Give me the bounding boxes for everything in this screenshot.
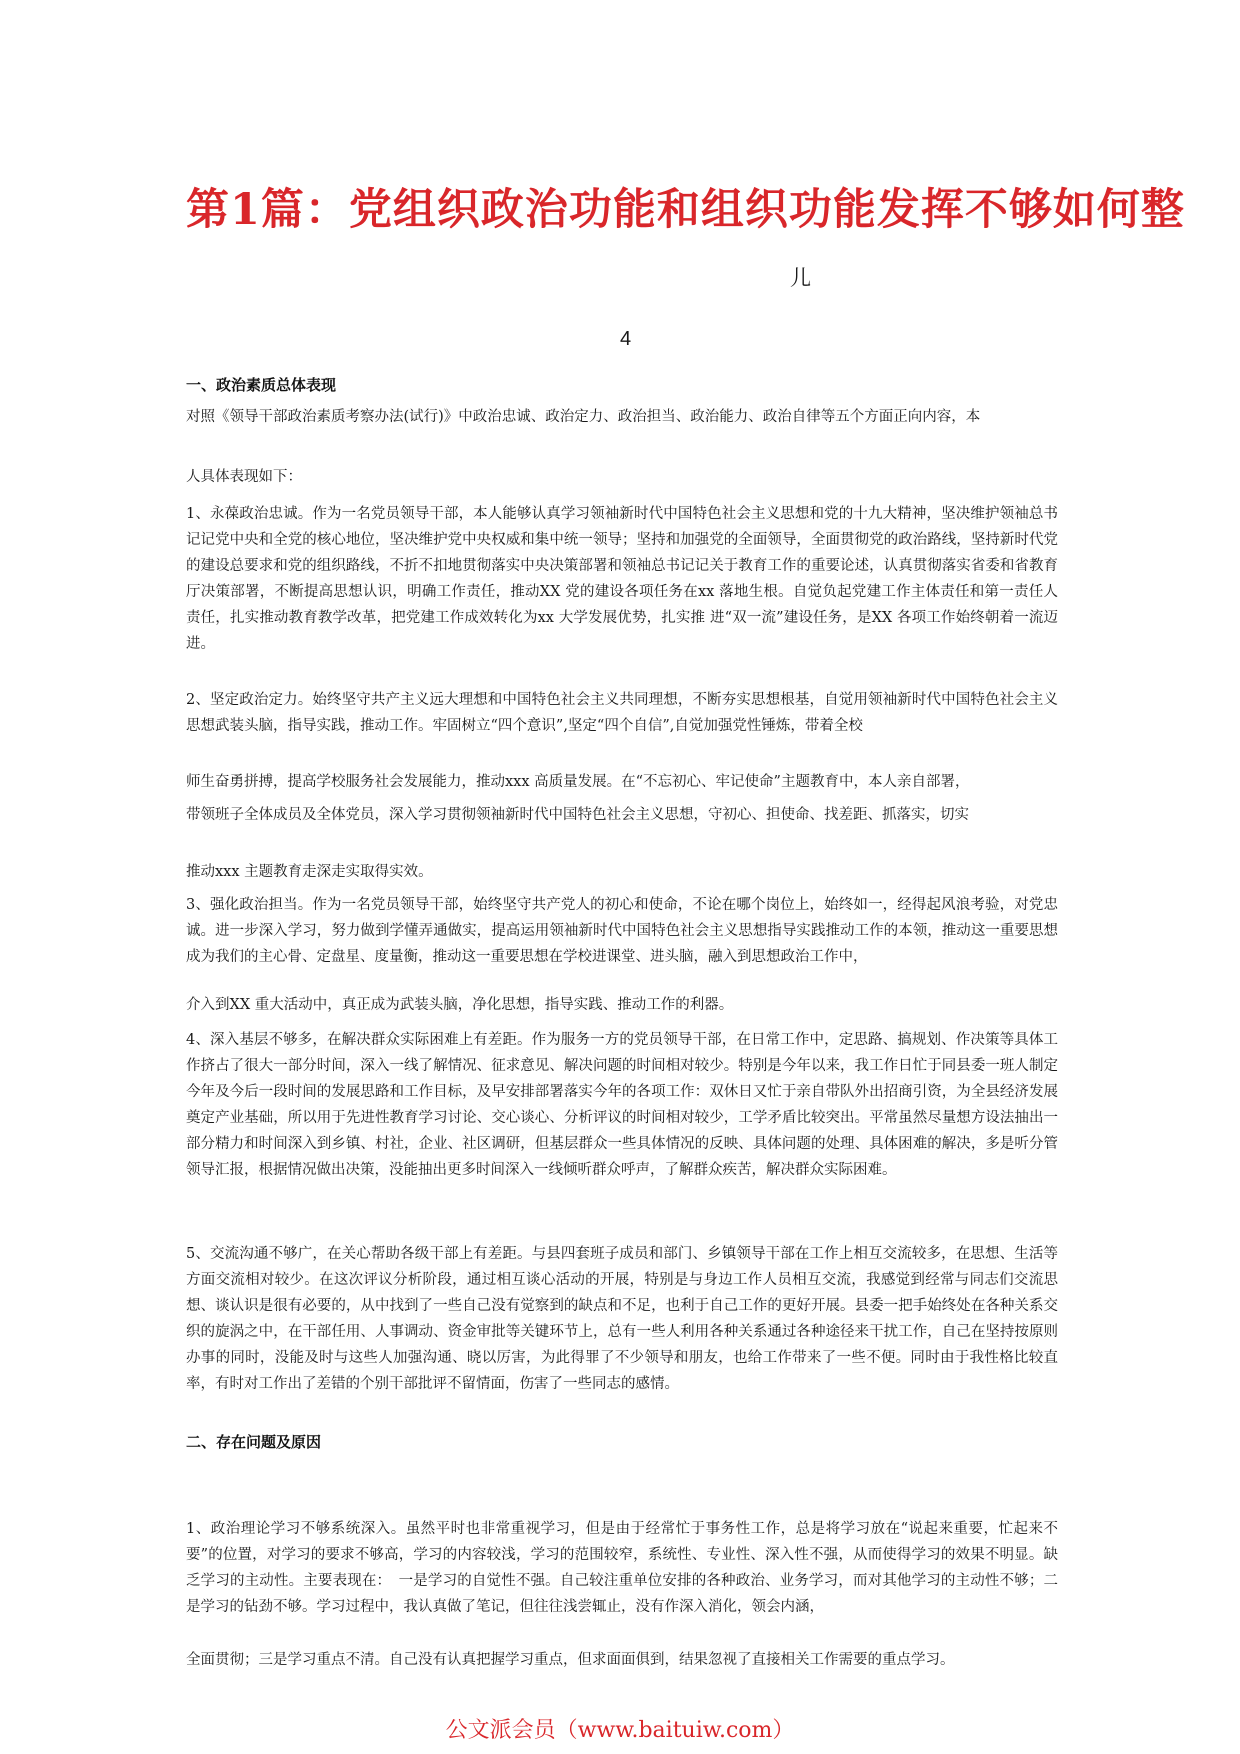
paragraph-political-responsibility-line-4: 介入到XX 重大活动中，真正成为武装头脑，净化思想，指导实践、推动工作的利器。 <box>186 997 734 1013</box>
paragraph-political-resolve-line-5: 推动xxx 主题教育走深走实取得实效。 <box>186 864 433 880</box>
section-heading-2: 二、存在问题及原因 <box>186 1433 322 1451</box>
intro-line-2: 人具体表现如下： <box>186 469 302 485</box>
title-continuation: 儿 <box>790 266 811 290</box>
paragraph-political-resolve-line-4: 带领班子全体成员及全体党员，深入学习贯彻领袖新时代中国特色社会主义思想，守初心、担使命、找差距、抓落实，切实 <box>186 807 969 823</box>
paragraph-political-resolve-line-3: 师生奋勇拼搏，提高学校服务社会发展能力，推动xxx 高质量发展。在“不忘初心、牢记使命”主题教育中，本人亲自部署， <box>186 774 970 790</box>
footer-watermark: 公文派会员（www.baituiw.com） <box>445 1718 795 1743</box>
paragraph-political-resolve: 2、坚定政治定力。始终坚守共产主义远大理想和中国特色社会主义共同理想，不断夯实思想根基，自觉用领袖新时代中国特色社会主义思想武装头脑，指导实践，推动工作。牢固树立“四个意识”,坚定“四个自信”,自觉加强党性锤炼，带着全校 <box>186 692 1058 734</box>
intro-line-1: 对照《领导干部政治素质考察办法(试行)》中政治忠诚、政治定力、政治担当、政治能力、政治自律等五个方面正向内容，本 <box>186 409 981 425</box>
section-heading-1: 一、政治素质总体表现 <box>186 376 337 394</box>
paragraph-grassroots: 4、深入基层不够多，在解决群众实际困难上有差距。作为服务一方的党员领导干部，在日常工作中，定思路、搞规划、作决策等具体工作挤占了很大一部分时间，深入一线了解情况、征求意见、解决问题的时间相对较少。特别是今年以来，我工作日忙于同县委一班人制定今年及今后一段时间的发展思路和工作目标，及早安排部署落实今年的各项工作：双休日又忙于亲自带队外出招商引资，为全县经济发展奠定产业基础，所以用于先进性教育学习讨论、交心谈心、分析评议的时间相对较少，工学矛盾比较突出。平常虽然尽量想方设法抽出一部分精力和时间深入到乡镇、村社，企业、社区调研，但基层群众一些具体情况的反映、具体问题的处理、具体困难的解决，多是听分管领导汇报，根据情况做出决策，没能抽出更多时间深入一线倾听群众呼声，了解群众疾苦，解决群众实际困难。 <box>186 1032 1058 1178</box>
page-number: 4 <box>620 328 632 350</box>
paragraph-political-loyalty: 1、永葆政治忠诚。作为一名党员领导干部，本人能够认真学习领袖新时代中国特色社会主义思想和党的十九大精神，坚决维护领袖总书记记党中央和全党的核心地位，坚决维护党中央权威和集中统一领导；坚持和加强党的全面领导，全面贯彻党的政治路线，坚持新时代党的建设总要求和党的组织路线，不折不扣地贯彻落实中央决策部署和领袖总书记记关于教育工作的重要论述，认真贯彻落实省委和省教育厅决策部署，不断提高思想认识，明确工作责任，推动XX 党的建设各项任务在xx 落地生根。自觉负起党建工作主体责任和第一责任人责任，扎实推动教育教学改革，把党建工作成效转化为xx 大学发展优势，扎实推 进“双一流”建设任务，是XX 各项工作始终朝着一流迈进。 <box>186 506 1058 652</box>
document-title: 第1篇：党组织政治功能和组织功能发挥不够如何整 <box>186 185 1185 235</box>
paragraph-political-responsibility: 3、强化政治担当。作为一名党员领导干部，始终坚守共产党人的初心和使命，不论在哪个岗位上，始终如一，经得起风浪考验，对党忠诚。进一步深入学习，努力做到学懂弄通做实，提高运用领袖新时代中国特色社会主义思想指导实践推动工作的本领，推动这一重要思想成为我们的主心骨、定盘星、度量衡，推动这一重要思想在学校进课堂、进头脑，融入到思想政治工作中， <box>186 897 1058 965</box>
paragraph-communication: 5、交流沟通不够广，在关心帮助各级干部上有差距。与县四套班子成员和部门、乡镇领导干部在工作上相互交流较多，在思想、生活等方面交流相对较少。在这次评议分析阶段，通过相互谈心活动的开展，特别是与身边工作人员相互交流，我感觉到经常与同志们交流思想、谈认识是很有必要的，从中找到了一些自己没有觉察到的缺点和不足，也利于自己工作的更好开展。县委一把手始终处在各种关系交织的旋涡之中，在干部任用、人事调动、资金审批等关键环节上，总有一些人利用各种关系通过各种途径来干扰工作，自己在坚持按原则办事的同时，没能及时与这些人加强沟通、晓以厉害，为此得罪了不少领导和朋友，也给工作带来了一些不便。同时由于我性格比较直率，有时对工作出了差错的个别干部批评不留情面，伤害了一些同志的感情。 <box>186 1246 1058 1392</box>
paragraph-theory-study: 1、政治理论学习不够系统深入。虽然平时也非常重视学习，但是由于经常忙于事务性工作，总是将学习放在“说起来重要，忙起来不要”的位置，对学习的要求不够高，学习的内容较浅，学习的范围较窄，系统性、专业性、深入性不强，从而使得学习的效果不明显。缺乏学习的主动性。主要表现在： 一是学习的自觉性不强。自己较注重单位安排的各种政治、业务学习，而对其他学习的主动性不够；二是学习的钻劲不够。学习过程中，我认真做了笔记，但往往浅尝辄止，没有作深入消化，领会内涵， <box>186 1521 1058 1615</box>
paragraph-theory-study-line-5: 全面贯彻；三是学习重点不清。自己没有认真把握学习重点，但求面面俱到，结果忽视了直接相关工作需要的重点学习。 <box>186 1652 955 1668</box>
